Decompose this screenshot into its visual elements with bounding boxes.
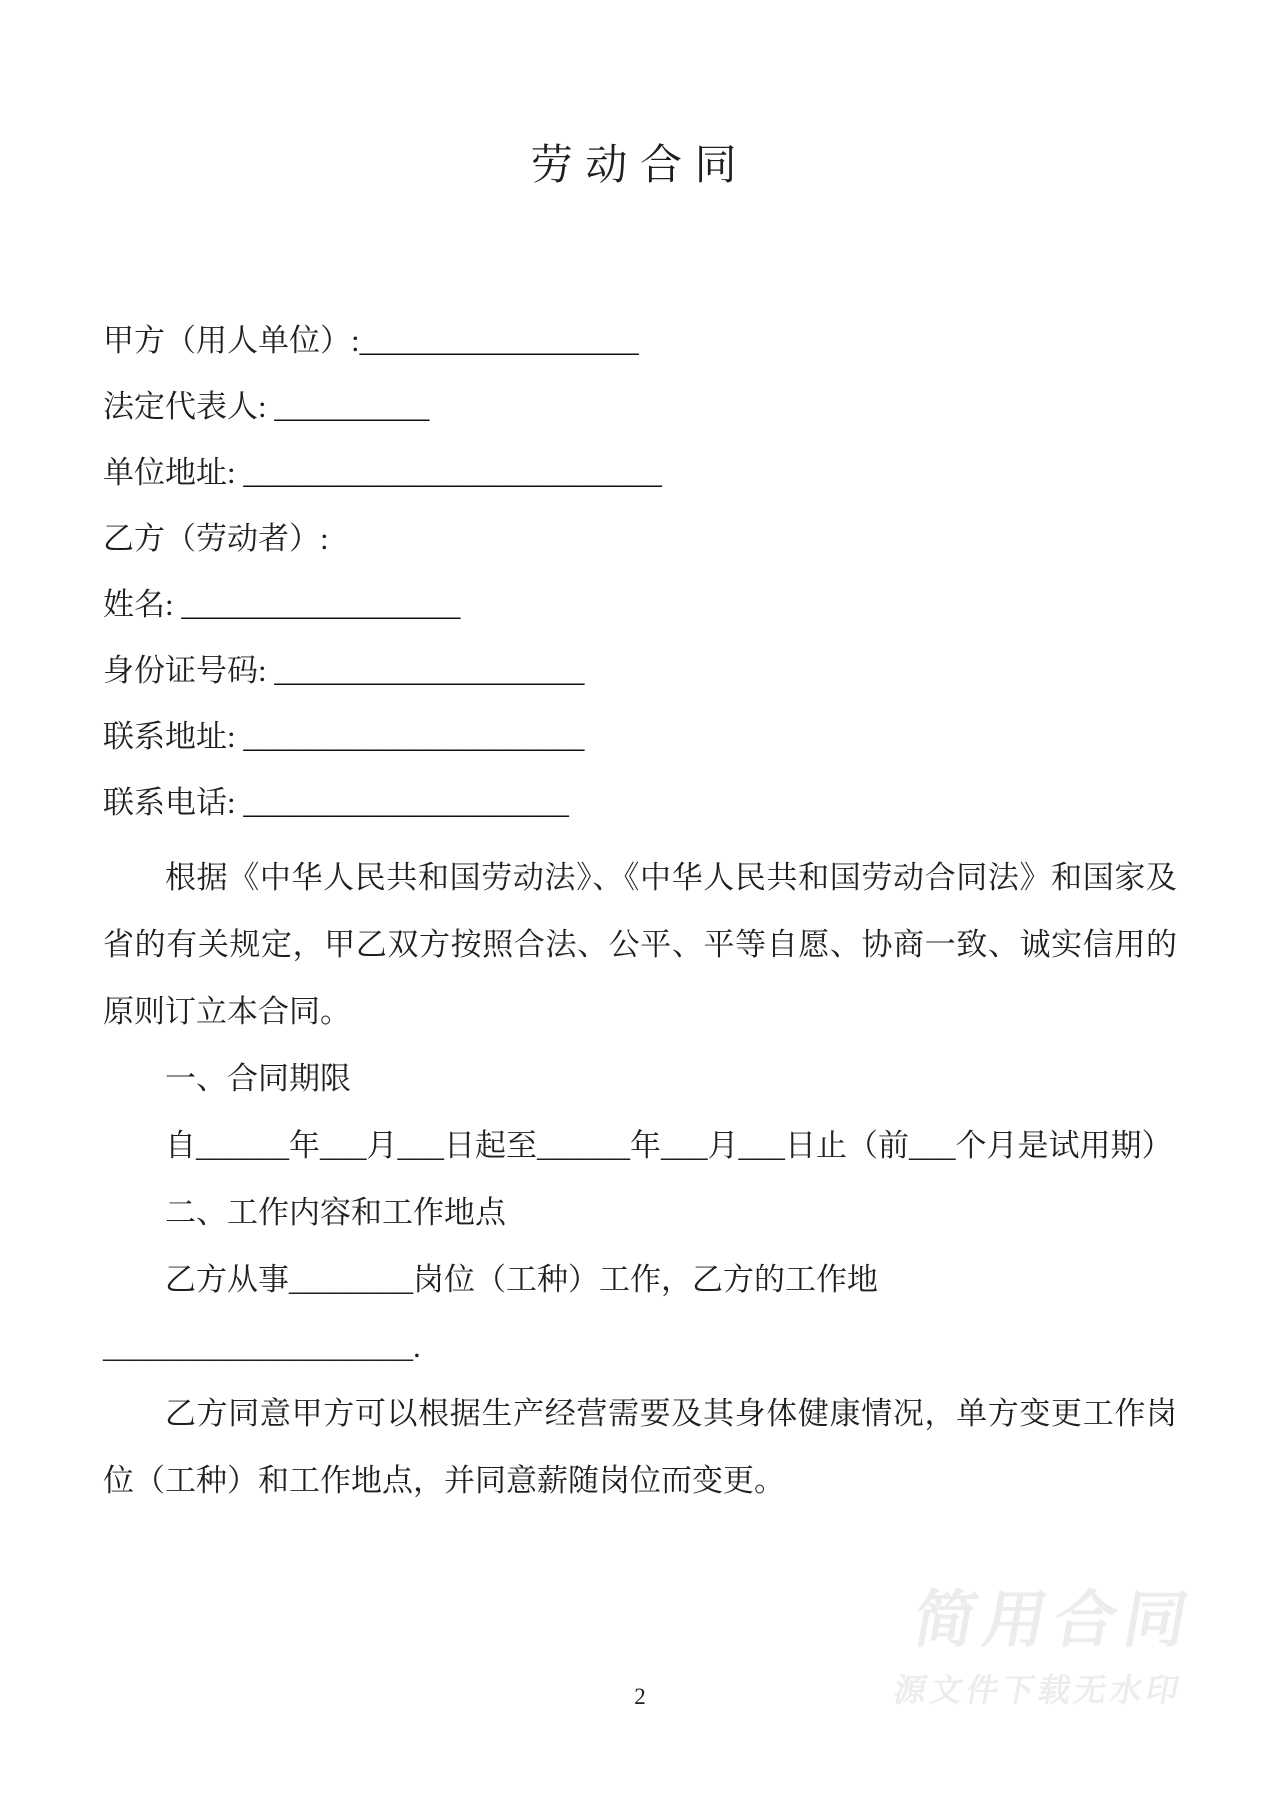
field-row-party-a bbox=[103, 308, 1177, 374]
blank-line-contact-phone: _____________________ bbox=[235, 785, 569, 820]
preamble-paragraph: 根据《中华人民共和国劳动法》、《中华人民共和国劳动合同法》和国家及省的有关规定，甲乙双方按照合法、公平、平等自愿、协商一致、诚实信用的原则订立本合同。 bbox=[103, 860, 1177, 1029]
watermark-title: 简用合同 bbox=[908, 1586, 1201, 1655]
clause1-term-line: 自______年___月___日起至______年___月___日止（前___个月是试用期） bbox=[165, 1128, 1173, 1163]
clause2-paragraph: 乙方同意甲方可以根据生产经营需要及其身体健康情况，单方变更工作岗位（工种）和工作地点，并同意薪随岗位而变更。 bbox=[103, 1396, 1177, 1498]
field-label-party-b: 乙方（劳动者）: bbox=[103, 521, 329, 556]
watermark-subtitle: 源文件下载无水印 bbox=[891, 1672, 1186, 1708]
field-label-id-number: 身份证号码: bbox=[103, 653, 267, 688]
field-row-party-b bbox=[103, 506, 1177, 572]
field-row-contact-phone bbox=[103, 770, 1177, 836]
blank-line-contact-address: ______________________ bbox=[235, 719, 585, 754]
field-label-contact-address: 联系地址: bbox=[103, 719, 236, 754]
field-row-name bbox=[103, 572, 1177, 638]
clause1-heading: 一、合同期限 bbox=[165, 1061, 351, 1096]
clause2-work-line: 乙方从事________岗位（工种）工作，乙方的工作地 bbox=[165, 1262, 878, 1297]
blank-line-name: __________________ bbox=[173, 587, 461, 622]
field-label-company-address: 单位地址: bbox=[103, 455, 236, 490]
field-label-name: 姓名: bbox=[103, 587, 174, 622]
page-number: 2 bbox=[634, 1684, 646, 1709]
field-label-party-a: 甲方（用人单位）: bbox=[103, 323, 360, 358]
field-row-legal-representative bbox=[103, 374, 1177, 440]
document-title: 劳动合同 bbox=[530, 143, 750, 189]
field-row-company-address bbox=[103, 440, 1177, 506]
blank-line-legal-representative: __________ bbox=[266, 389, 430, 424]
blank-line-party-a: __________________ bbox=[359, 323, 639, 358]
clause2-heading: 二、工作内容和工作地点 bbox=[165, 1195, 506, 1230]
contract-body bbox=[103, 844, 1177, 1514]
parties-form bbox=[103, 308, 1177, 836]
blank-line-company-address: ___________________________ bbox=[235, 455, 662, 490]
clause2-workplace-blank-line: ____________________. bbox=[103, 1329, 421, 1364]
field-label-legal-representative: 法定代表人: bbox=[103, 389, 267, 424]
field-row-contact-address bbox=[103, 704, 1177, 770]
field-row-id-number bbox=[103, 638, 1177, 704]
blank-line-id-number: ____________________ bbox=[266, 653, 585, 688]
field-label-contact-phone: 联系电话: bbox=[103, 785, 236, 820]
